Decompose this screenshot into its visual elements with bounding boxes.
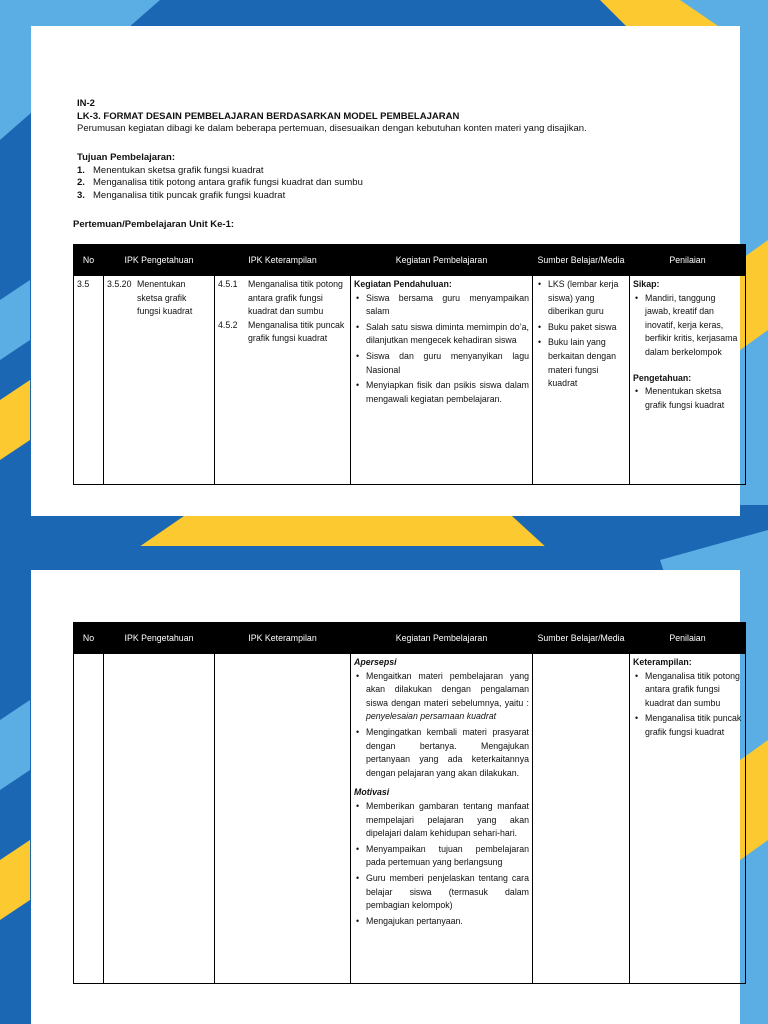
doc-header <box>77 98 677 136</box>
sumber-list <box>536 278 626 391</box>
list-item: • Guru memberi penjelaskan tentang cara belajar siswa (termasuk dalam pembagian kelompok) <box>354 872 529 913</box>
header-ipk-pengetahuan: IPK Pengetahuan <box>104 623 215 654</box>
cell-kegiatan <box>351 276 533 485</box>
cell-sumber <box>533 276 630 485</box>
apersepsi-heading: Apersepsi <box>354 657 397 667</box>
header-ipk-pengetahuan: IPK Pengetahuan <box>104 245 215 276</box>
keterampilan-list <box>633 670 742 740</box>
list-item: • Mengajukan pertanyaan. <box>354 915 529 929</box>
list-item: • Menganalisa titik potong antara grafik fungsi kuadrat dan sumbu <box>633 670 742 711</box>
cell-penilaian <box>630 276 746 485</box>
goal-item: 2. Menganalisa titik potong antara grafik fungsi kuadrat dan sumbu <box>77 177 363 188</box>
cell-kegiatan <box>351 654 533 984</box>
list-item: • Siswa bersama guru menyampaikan salam <box>354 292 529 319</box>
cell-ipk-keterampilan <box>215 654 351 984</box>
list-item: • Menentukan sketsa grafik fungsi kuadrat <box>633 385 742 412</box>
table-header-row <box>74 245 746 276</box>
motivasi-heading: Motivasi <box>354 787 390 798</box>
goal-item: 1. Menentukan sketsa grafik fungsi kuadrat <box>77 164 264 176</box>
header-penilaian: Penilaian <box>630 245 746 276</box>
header-no: No <box>74 623 104 654</box>
sikap-heading: Sikap: <box>633 279 660 289</box>
list-item: • Siswa dan guru menyanyikan lagu Nasional <box>354 350 529 377</box>
list-item: • Memberikan gambaran tentang manfaat mempelajari pelajaran yang akan dipelajari dalam kehidupan sehari-hari. <box>354 800 529 841</box>
doc-intro: Perumusan kegiatan dibagi ke dalam beberapa pertemuan, disesuaikan dengan kebutuhan konten materi yang disajikan. <box>77 123 587 134</box>
cell-no <box>74 654 104 984</box>
kegiatan-list <box>354 292 529 407</box>
document-page-1 <box>31 26 740 516</box>
table-row <box>74 654 746 984</box>
header-penilaian: Penilaian <box>630 623 746 654</box>
goal-item: 3. Menganalisa titik puncak grafik fungsi kuadrat <box>77 189 286 201</box>
goals-list <box>77 165 677 203</box>
header-no: No <box>74 245 104 276</box>
list-item: • Mengaitkan materi pembelajaran yang akan dilakukan dengan pengalaman siswa dengan materi sebelumnya, yaitu : penyelesaian persamaan kuadrat <box>354 670 529 724</box>
list-item: • Mengingatkan kembali materi prasyarat dengan bertanya. Mengajukan pertanyaan yang ada keterkaitannya dengan pelajaran yang akan dilakukan. <box>354 726 529 780</box>
lesson-table-1 <box>73 244 746 485</box>
list-item: • Mandiri, tanggung jawab, kreatif dan inovatif, kerja keras, berfikir kritis, kerjasama dalam berkelompok <box>633 292 742 360</box>
motivasi-list <box>354 800 529 928</box>
list-item: • Menyampaikan tujuan pembelajaran pada pertemuan yang berlangsung <box>354 843 529 870</box>
pengetahuan-heading: Pengetahuan: <box>633 372 692 383</box>
learning-goals <box>77 152 677 202</box>
list-item: • Buku paket siswa <box>536 321 626 335</box>
list-item: • Menganalisa titik puncak grafik fungsi kuadrat <box>633 712 742 739</box>
keterampilan-heading: Keterampilan: <box>633 657 692 667</box>
cell-ipk-pengetahuan: 3.5.20 Menentukan sketsa grafik fungsi kuadrat <box>104 276 215 485</box>
list-item: • Menyiapkan fisik dan psikis siswa dalam mengawali kegiatan pembelajaran. <box>354 379 529 406</box>
document-page-2 <box>31 570 740 1024</box>
header-ipk-keterampilan: IPK Keterampilan <box>215 623 351 654</box>
list-item: • Salah satu siswa diminta memimpin do’a, dilanjutkan mengecek kehadiran siswa <box>354 321 529 348</box>
header-sumber: Sumber Belajar/Media <box>533 245 630 276</box>
table-header-row <box>74 623 746 654</box>
cell-ipk-pengetahuan <box>104 654 215 984</box>
doc-code: IN-2 <box>77 98 95 109</box>
cell-no: 3.5 <box>74 276 104 485</box>
meeting-heading: Pertemuan/Pembelajaran Unit Ke-1: <box>73 219 235 230</box>
cell-sumber <box>533 654 630 984</box>
apersepsi-list <box>354 670 529 781</box>
header-kegiatan: Kegiatan Pembelajaran <box>351 245 533 276</box>
header-ipk-keterampilan: IPK Keterampilan <box>215 245 351 276</box>
header-kegiatan: Kegiatan Pembelajaran <box>351 623 533 654</box>
cell-penilaian <box>630 654 746 984</box>
list-item: • Buku lain yang berkaitan dengan materi fungsi kuadrat <box>536 336 626 390</box>
kegiatan-heading: Kegiatan Pendahuluan: <box>354 279 452 289</box>
cell-ipk-keterampilan: 4.5.1 Menganalisa titik potong antara grafik fungsi kuadrat dan sumbu 4.5.2 Menganalisa titik puncak grafik fungsi kuadrat <box>215 276 351 485</box>
doc-title: LK-3. FORMAT DESAIN PEMBELAJARAN BERDASARKAN MODEL PEMBELAJARAN <box>77 110 460 122</box>
list-item: • LKS (lembar kerja siswa) yang diberikan guru <box>536 278 626 319</box>
table-row <box>74 276 746 485</box>
lesson-table-2 <box>73 622 746 984</box>
goals-heading: Tujuan Pembelajaran: <box>77 152 176 163</box>
header-sumber: Sumber Belajar/Media <box>533 623 630 654</box>
